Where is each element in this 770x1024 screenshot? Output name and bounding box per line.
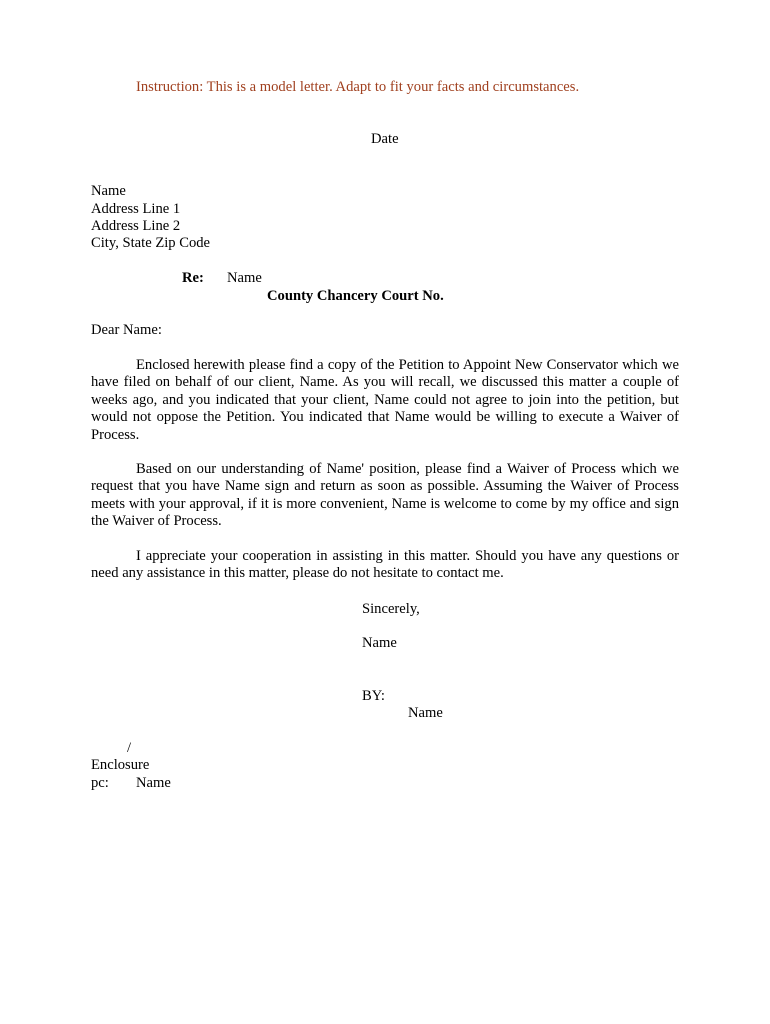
body-paragraph-3: I appreciate your cooperation in assisting in this matter. Should you have any questions or need any assistance in this matter, please do not hesitate to contact me.	[91, 548, 679, 582]
salutation: Dear Name:	[91, 322, 162, 338]
recipient-address-line-2: Address Line 2	[91, 218, 181, 234]
recipient-city-state-zip: City, State Zip Code	[91, 235, 211, 251]
re-label: Re:	[182, 270, 204, 286]
signatory-name: Name	[362, 635, 397, 651]
re-name: Name	[227, 270, 262, 286]
recipient-address-line-1: Address Line 1	[91, 201, 181, 217]
court-reference: County Chancery Court No.	[267, 288, 444, 304]
closing-text: Sincerely,	[362, 601, 420, 617]
pc-label: pc:	[91, 775, 109, 791]
instruction-note: Instruction: This is a model letter. Adapt to fit your facts and circumstances.	[136, 79, 580, 95]
by-name: Name	[408, 705, 443, 721]
pc-name: Name	[136, 775, 171, 791]
body-paragraph-2: Based on our understanding of Name' position, please find a Waiver of Process which we request that you have Name sign and return as soon as possible. Assuming the Waiver of Process meets with your approval, if it is more convenient, Name is welcome to come by my office and sign the Waiver of Process.	[91, 461, 679, 530]
recipient-name: Name	[91, 183, 126, 199]
typist-initials: /	[127, 740, 132, 756]
body-paragraph-1: Enclosed herewith please find a copy of the Petition to Appoint New Conservator which we have filed on behalf of our client, Name. As you will recall, we discussed this matter a couple of weeks ago, and you indicated that your client, Name could not agree to join into the petition, but would not oppose the Petition. You indicated that Name would be willing to execute a Waiver of Process.	[91, 357, 679, 443]
enclosure-note: Enclosure	[91, 757, 150, 773]
letter-date: Date	[371, 131, 399, 147]
by-label: BY:	[362, 688, 385, 704]
